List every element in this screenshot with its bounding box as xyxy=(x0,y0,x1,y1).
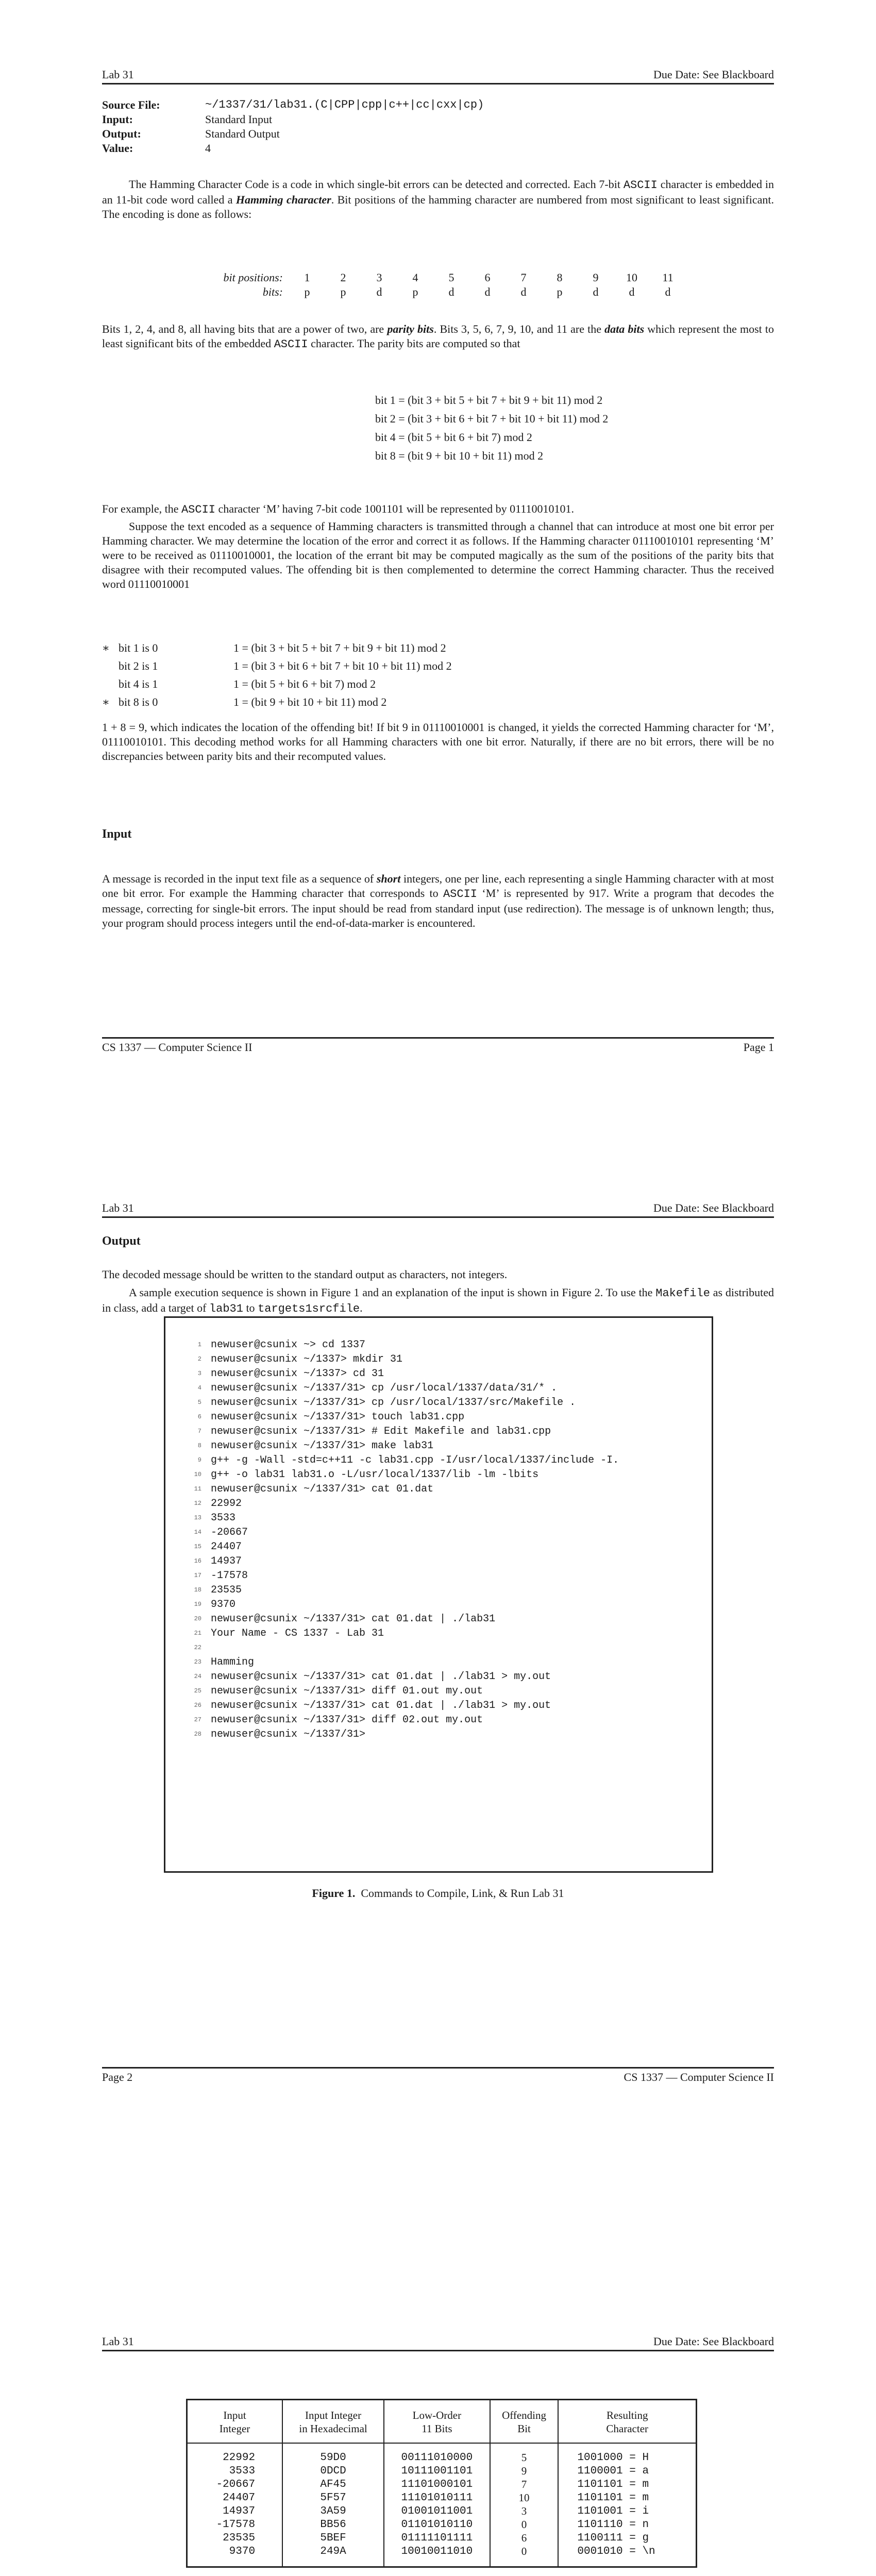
code-line xyxy=(188,1352,712,1366)
table-row xyxy=(187,2531,697,2545)
header-line: Character xyxy=(606,2422,649,2435)
code-text: newuser@csunix ~/1337/31> cat 01.dat | ./lab31 > my.out xyxy=(211,1699,551,1711)
line-number: 1 xyxy=(197,1341,201,1348)
footer-left: Page 2 xyxy=(102,2071,133,2083)
target-word: lab31 xyxy=(209,1302,243,1315)
code-line xyxy=(188,1539,712,1554)
equation: bit 2 = (bit 3 + bit 6 + bit 7 + bit 10 + bit 11) mod 2 xyxy=(375,412,609,425)
conclusion-text: 1 + 8 = 9, which indicates the location of the offending bit! If bit 9 in 01110010001 is changed, it yields the corrected Hamming character for ‘M’, 01110010101. This decoding method works for all Hamming characters with one bit error. Naturally, if there are no bit errors, there will be no discrepancies between parity bits and their recomputed values. xyxy=(102,721,774,762)
term-data-bits: data bits xyxy=(604,323,645,335)
line-number: 17 xyxy=(194,1572,201,1579)
equation: bit 8 = (bit 9 + bit 10 + bit 11) mod 2 xyxy=(375,449,544,462)
line-number: 11 xyxy=(194,1485,201,1493)
input-heading-block xyxy=(102,827,774,841)
header-line: Input Integer xyxy=(305,2409,362,2421)
code-text: newuser@csunix ~/1337/31> xyxy=(211,1728,366,1740)
cell: 9 xyxy=(593,271,599,284)
table-cell: 10 xyxy=(490,2491,559,2504)
code-line xyxy=(188,1438,712,1453)
text-run: character ‘M’ having 7-bit code 1001101 will be represented by 01110010101. xyxy=(215,502,575,515)
code-line xyxy=(188,1410,712,1424)
line-number: 13 xyxy=(194,1514,201,1521)
code-text: newuser@csunix ~/1337/31> cp /usr/local/1337/data/31/* . xyxy=(211,1382,558,1394)
code-line xyxy=(188,1453,712,1467)
table-body xyxy=(187,2443,697,2567)
footer-right: Page 1 xyxy=(743,1041,774,1054)
check-label: bit 2 is 1 xyxy=(119,659,158,672)
table-cell: -17578 xyxy=(216,2518,256,2531)
header-line: Bit xyxy=(517,2422,531,2435)
line-number: 6 xyxy=(197,1413,201,1420)
code-text: newuser@csunix ~/1337/31> diff 02.out my.out xyxy=(211,1714,483,1726)
cell: 6 xyxy=(484,271,491,284)
meta-key: Input: xyxy=(102,113,133,126)
text-run: which represent the most to least significant bits of the embedded xyxy=(102,323,774,350)
table-row xyxy=(187,2478,697,2491)
table-row xyxy=(187,2545,697,2567)
meta-table xyxy=(102,98,484,156)
header-line: 11 Bits xyxy=(422,2422,452,2435)
meta-row xyxy=(102,127,484,141)
table-row xyxy=(187,2491,697,2504)
code-line xyxy=(188,1554,712,1568)
table-cell: 11101000101 xyxy=(384,2478,490,2491)
code-text: newuser@csunix ~/1337/31> # Edit Makefile and lab31.cpp xyxy=(211,1425,551,1437)
table-row xyxy=(187,2464,697,2478)
output-heading: Output xyxy=(102,1234,141,1248)
output-paragraph-2 xyxy=(102,1285,774,1316)
ascii-word: ASCII xyxy=(274,338,308,351)
parity-check-row xyxy=(102,657,774,675)
header-left: Lab 31 xyxy=(102,1201,134,1214)
line-number: 19 xyxy=(194,1601,201,1608)
meta-row xyxy=(102,98,484,112)
check-label: bit 4 is 1 xyxy=(119,677,158,690)
table-cell: 6 xyxy=(490,2531,559,2545)
meta-value: ~/1337/31/lab31.(C|CPP|cpp|c++|cc|cxx|cp) xyxy=(205,98,484,111)
code-line xyxy=(188,1583,712,1597)
check-label: bit 1 is 0 xyxy=(119,641,158,654)
header-line: Input xyxy=(223,2409,246,2421)
line-number: 21 xyxy=(194,1630,201,1637)
equation: bit 1 = (bit 3 + bit 5 + bit 7 + bit 9 + bit 11) mod 2 xyxy=(375,394,603,406)
table-cell: 249A xyxy=(282,2545,384,2567)
cell: d xyxy=(376,285,382,298)
table-cell: AF45 xyxy=(282,2478,384,2491)
table-cell: 1101101 = m xyxy=(558,2478,696,2491)
text-run: A sample execution sequence is shown in Figure 1 and an explanation of the input is shown in Figure 2. To use the xyxy=(129,1286,656,1299)
code-line xyxy=(188,1337,712,1352)
code-line xyxy=(188,1626,712,1640)
header-right: Due Date: See Blackboard xyxy=(653,2335,774,2348)
line-number: 23 xyxy=(194,1658,201,1666)
code-line xyxy=(188,1366,712,1381)
cell: 2 xyxy=(340,271,346,284)
code-line xyxy=(188,1612,712,1626)
star-marker: ∗ xyxy=(102,695,110,708)
table-cell: 0DCD xyxy=(282,2464,384,2478)
line-number: 3 xyxy=(197,1370,201,1377)
column-header xyxy=(558,2400,696,2444)
code-text: 24407 xyxy=(211,1540,242,1553)
table-cell: 01001011001 xyxy=(384,2504,490,2518)
meta-key: Value: xyxy=(102,142,133,155)
suppose-paragraph xyxy=(102,519,774,591)
code-line xyxy=(188,1511,712,1525)
footer-left: CS 1337 — Computer Science II xyxy=(102,1041,252,1054)
figure-1-caption xyxy=(0,1887,876,1900)
table-cell: 01101010110 xyxy=(384,2518,490,2531)
star-marker: ∗ xyxy=(102,641,110,654)
header-line: in Hexadecimal xyxy=(299,2422,367,2435)
text-run: to xyxy=(243,1301,258,1314)
text-run: character is embedded in an 11-bit code word called a xyxy=(102,178,774,206)
cell: d xyxy=(448,285,454,298)
table-cell: 11101010111 xyxy=(384,2491,490,2504)
table-cell: 1100001 = a xyxy=(558,2464,696,2478)
code-text: Your Name - CS 1337 - Lab 31 xyxy=(211,1627,384,1639)
example-paragraph xyxy=(102,502,774,517)
code-text: newuser@csunix ~/1337/31> cat 01.dat | ./lab31 > my.out xyxy=(211,1670,551,1683)
assignment-meta xyxy=(102,98,774,156)
line-number: 20 xyxy=(194,1615,201,1622)
code-line xyxy=(188,1482,712,1496)
parity-check-row xyxy=(102,639,774,657)
table-cell: 1101001 = i xyxy=(558,2504,696,2518)
code-line xyxy=(188,1496,712,1511)
check-expression: 1 = (bit 3 + bit 6 + bit 7 + bit 10 + bit 11) mod 2 xyxy=(233,659,452,672)
code-line xyxy=(188,1395,712,1410)
cell: 7 xyxy=(520,271,527,284)
figure-label: Figure 1. xyxy=(312,1887,356,1900)
header-line: Integer xyxy=(219,2422,250,2435)
cell: d xyxy=(593,285,599,298)
ascii-word: ASCII xyxy=(181,503,215,516)
meta-row xyxy=(102,112,484,127)
cell: 11 xyxy=(662,271,673,284)
code-text: newuser@csunix ~/1337/31> make lab31 xyxy=(211,1439,434,1452)
header-left: Lab 31 xyxy=(102,2335,134,2348)
code-text: 14937 xyxy=(211,1555,242,1567)
table-cell: 14937 xyxy=(223,2505,256,2517)
output-heading-block xyxy=(102,1234,774,1248)
table-cell: 3A59 xyxy=(282,2504,384,2518)
line-number: 12 xyxy=(194,1500,201,1507)
row-label: bits: xyxy=(262,285,283,298)
line-number: 2 xyxy=(197,1355,201,1363)
table-cell: 9 xyxy=(490,2464,559,2478)
check-expression: 1 = (bit 9 + bit 10 + bit 11) mod 2 xyxy=(233,695,387,708)
table-cell: BB56 xyxy=(282,2518,384,2531)
code-text: -17578 xyxy=(211,1569,248,1582)
cell: d xyxy=(484,285,491,298)
code-line xyxy=(188,1698,712,1713)
table-cell: 7 xyxy=(490,2478,559,2491)
header-line: Low-Order xyxy=(412,2409,462,2421)
table-cell: 5 xyxy=(490,2443,559,2464)
line-number: 10 xyxy=(194,1471,201,1478)
parity-check-row xyxy=(102,675,774,693)
line-number: 5 xyxy=(197,1399,201,1406)
table-cell: 9370 xyxy=(229,2545,256,2557)
ascii-word: ASCII xyxy=(443,888,477,901)
code-text: g++ -g -Wall -std=c++11 -c lab31.cpp -I/usr/local/1337/include -I. xyxy=(211,1454,619,1466)
input-heading: Input xyxy=(102,827,132,841)
parity-checks xyxy=(102,639,774,711)
column-header xyxy=(187,2400,283,2444)
table-cell: 01111101111 xyxy=(384,2531,490,2545)
table-cell: 59D0 xyxy=(282,2443,384,2464)
header-right: Due Date: See Blackboard xyxy=(653,68,774,81)
term-short: short xyxy=(376,872,401,885)
figure-text: Commands to Compile, Link, & Run Lab 31 xyxy=(361,1887,564,1900)
code-line xyxy=(188,1640,712,1655)
running-header xyxy=(102,1201,774,1218)
bit-types-row xyxy=(190,285,686,299)
code-line xyxy=(188,1568,712,1583)
code-line xyxy=(188,1655,712,1669)
table-cell: 23535 xyxy=(223,2532,256,2544)
line-number: 18 xyxy=(194,1586,201,1594)
text-run: . Bit positions of the hamming character are numbered from most significant to least significant. The encoding is done as follows: xyxy=(102,193,774,221)
variable-word: targets1srcfile xyxy=(258,1302,360,1315)
text-run: Bits 1, 2, 4, and 8, all having bits that are a power of two, are xyxy=(102,323,388,335)
line-number: 8 xyxy=(197,1442,201,1449)
text-run: ‘M’ is represented by 917. Write a program that decodes the message, correcting for single-bit errors. The input should be read from standard input (use redirection). The message is of unknown length; thus, your program should process integers until the end-of-data-marker is encountered. xyxy=(102,887,774,929)
code-text: -20667 xyxy=(211,1526,248,1538)
code-line xyxy=(188,1424,712,1438)
page-2 xyxy=(0,1133,876,2267)
check-expression: 1 = (bit 5 + bit 6 + bit 7) mod 2 xyxy=(233,677,376,690)
parity-equations xyxy=(102,393,774,467)
code-line xyxy=(188,1597,712,1612)
code-line xyxy=(188,1727,712,1741)
line-number: 4 xyxy=(197,1384,201,1392)
running-footer xyxy=(102,2067,774,2084)
cell: p xyxy=(304,285,310,298)
meta-value: 4 xyxy=(205,142,211,155)
input-paragraph xyxy=(102,872,774,930)
table-cell: 1100111 = g xyxy=(558,2531,696,2545)
table-cell: 5F57 xyxy=(282,2491,384,2504)
parity-check-row xyxy=(102,693,774,711)
table-cell: 3 xyxy=(490,2504,559,2518)
header-right: Due Date: See Blackboard xyxy=(653,1201,774,1214)
cell: 10 xyxy=(626,271,637,284)
code-text: g++ -o lab31 lab31.o -L/usr/local/1337/lib -lm -lbits xyxy=(211,1468,539,1481)
row-label: bit positions: xyxy=(223,271,283,284)
line-number: 14 xyxy=(194,1529,201,1536)
input-explanation-table xyxy=(186,2399,697,2568)
code-text: newuser@csunix ~/1337/31> touch lab31.cpp xyxy=(211,1411,465,1423)
term-hamming-character: Hamming character xyxy=(235,193,331,206)
table-cell: 0 xyxy=(490,2518,559,2531)
cell: d xyxy=(629,285,635,298)
meta-row xyxy=(102,141,484,156)
check-expression: 1 = (bit 3 + bit 5 + bit 7 + bit 9 + bit 11) mod 2 xyxy=(233,641,446,654)
text-run: as distributed in class, add a target of xyxy=(102,1286,774,1314)
code-text: newuser@csunix ~/1337/31> cat 01.dat xyxy=(211,1483,434,1495)
code-line xyxy=(188,1525,712,1539)
table-cell: 00111010000 xyxy=(384,2443,490,2464)
meta-value: Standard Output xyxy=(205,127,280,140)
code-line xyxy=(188,1713,712,1727)
header-left: Lab 31 xyxy=(102,68,134,81)
makefile-word: Makefile xyxy=(655,1287,710,1300)
text-run: For example, the xyxy=(102,502,181,515)
running-header xyxy=(102,2335,774,2351)
code-text: 23535 xyxy=(211,1584,242,1596)
cell: p xyxy=(412,285,418,298)
bits-table xyxy=(190,270,686,299)
suppose-text: Suppose the text encoded as a sequence of Hamming characters is transmitted through a channel that can introduce at most one bit error per Hamming character. We may determine the location of the error and correct it as follows. If the Hamming character 01110010101 representing ‘M’ were to be received as 01110010001, the location of the errant bit may be computed magically as the sum of the positions of the parity bits that disagree with their recomputed values. The offending bit is then complemented to determine the correct Hamming character. Thus the received word 01110010001 xyxy=(102,520,774,590)
table-row xyxy=(187,2518,697,2531)
text-run: . Bits 3, 5, 6, 7, 9, 10, and 11 are the xyxy=(433,323,605,335)
cell: 5 xyxy=(448,271,454,284)
text-run: The Hamming Character Code is a code in which single-bit errors can be detected and corrected. Each 7-bit xyxy=(129,178,624,191)
line-number: 26 xyxy=(194,1702,201,1709)
header-line: Offending xyxy=(502,2409,547,2421)
table-cell: 1101101 = m xyxy=(558,2491,696,2504)
meta-value: Standard Input xyxy=(205,113,273,126)
code-text: 22992 xyxy=(211,1497,242,1510)
bit-positions-row xyxy=(190,270,686,285)
table-header-row xyxy=(187,2400,697,2444)
text-run: A message is recorded in the input text file as a sequence of xyxy=(102,872,377,885)
running-header xyxy=(102,68,774,84)
code-text: Hamming xyxy=(211,1656,255,1668)
column-header xyxy=(282,2400,384,2444)
output-text: The decoded message should be written to the standard output as characters, not integers. xyxy=(102,1268,508,1281)
cell: 4 xyxy=(412,271,418,284)
table-cell: 24407 xyxy=(223,2492,256,2504)
table-row xyxy=(187,2443,697,2464)
code-text: 9370 xyxy=(211,1598,236,1611)
cell: d xyxy=(665,285,671,298)
meta-key: Output: xyxy=(102,127,141,140)
table-cell: 10111001101 xyxy=(384,2464,490,2478)
term-parity-bits: parity bits xyxy=(387,323,434,335)
page-3 xyxy=(0,2267,876,2576)
page-1 xyxy=(0,0,876,1133)
code-text: newuser@csunix ~/1337/31> diff 01.out my.out xyxy=(211,1685,483,1697)
text-run: character. The parity bits are computed so that xyxy=(308,337,520,350)
code-line xyxy=(188,1669,712,1684)
code-text: newuser@csunix ~/1337/31> cat 01.dat | ./lab31 xyxy=(211,1613,496,1625)
column-header xyxy=(384,2400,490,2444)
code-text: newuser@csunix ~/1337> mkdir 31 xyxy=(211,1353,403,1365)
code-text: newuser@csunix ~> cd 1337 xyxy=(211,1338,366,1351)
line-number: 16 xyxy=(194,1557,201,1565)
code-text: newuser@csunix ~/1337> cd 31 xyxy=(211,1367,384,1380)
conclusion-paragraph xyxy=(102,720,774,764)
line-number: 22 xyxy=(194,1644,201,1651)
text-run: integers, one per line, each representing a single Hamming character with at most one bit error. For example the Hamming character that corresponds to xyxy=(102,872,774,900)
table-row xyxy=(187,2504,697,2518)
meta-key: Source File: xyxy=(102,98,160,111)
intro-paragraph xyxy=(102,177,774,222)
running-footer xyxy=(102,1037,774,1054)
line-number: 25 xyxy=(194,1687,201,1694)
text-run: . xyxy=(360,1301,363,1314)
equation: bit 4 = (bit 5 + bit 6 + bit 7) mod 2 xyxy=(375,431,532,444)
cell: 8 xyxy=(557,271,563,284)
line-number: 9 xyxy=(197,1456,201,1464)
table-cell: 1101110 = n xyxy=(558,2518,696,2531)
table-cell: 1001000 = H xyxy=(558,2443,696,2464)
header-line: Resulting xyxy=(606,2409,648,2421)
line-number: 24 xyxy=(194,1673,201,1680)
table-cell: 10010011010 xyxy=(384,2545,490,2567)
line-number: 27 xyxy=(194,1716,201,1723)
table-cell: -20667 xyxy=(216,2478,256,2490)
table-cell: 0001010 = \n xyxy=(558,2545,696,2567)
line-number: 15 xyxy=(194,1543,201,1550)
footer-right: CS 1337 — Computer Science II xyxy=(624,2071,774,2083)
code-text: 3533 xyxy=(211,1512,236,1524)
code-line xyxy=(188,1381,712,1395)
table-cell: 22992 xyxy=(223,2451,256,2464)
cell: p xyxy=(340,285,346,298)
code-line xyxy=(188,1684,712,1698)
table-cell: 0 xyxy=(490,2545,559,2567)
check-label: bit 8 is 0 xyxy=(119,695,158,708)
cell: p xyxy=(557,285,563,298)
output-paragraph-1 xyxy=(102,1267,774,1282)
bit-positions-table xyxy=(102,270,774,299)
code-listing xyxy=(164,1316,713,1873)
parity-paragraph xyxy=(102,322,774,352)
cell: 1 xyxy=(304,271,310,284)
cell: 3 xyxy=(376,271,382,284)
code-text: newuser@csunix ~/1337/31> cp /usr/local/1337/src/Makefile . xyxy=(211,1396,576,1409)
table-cell: 3533 xyxy=(229,2465,256,2477)
table-cell: 5BEF xyxy=(282,2531,384,2545)
code-line xyxy=(188,1467,712,1482)
line-number: 28 xyxy=(194,1731,201,1738)
ascii-word: ASCII xyxy=(623,179,658,192)
cell: d xyxy=(520,285,527,298)
line-number: 7 xyxy=(197,1428,201,1435)
column-header xyxy=(490,2400,559,2444)
